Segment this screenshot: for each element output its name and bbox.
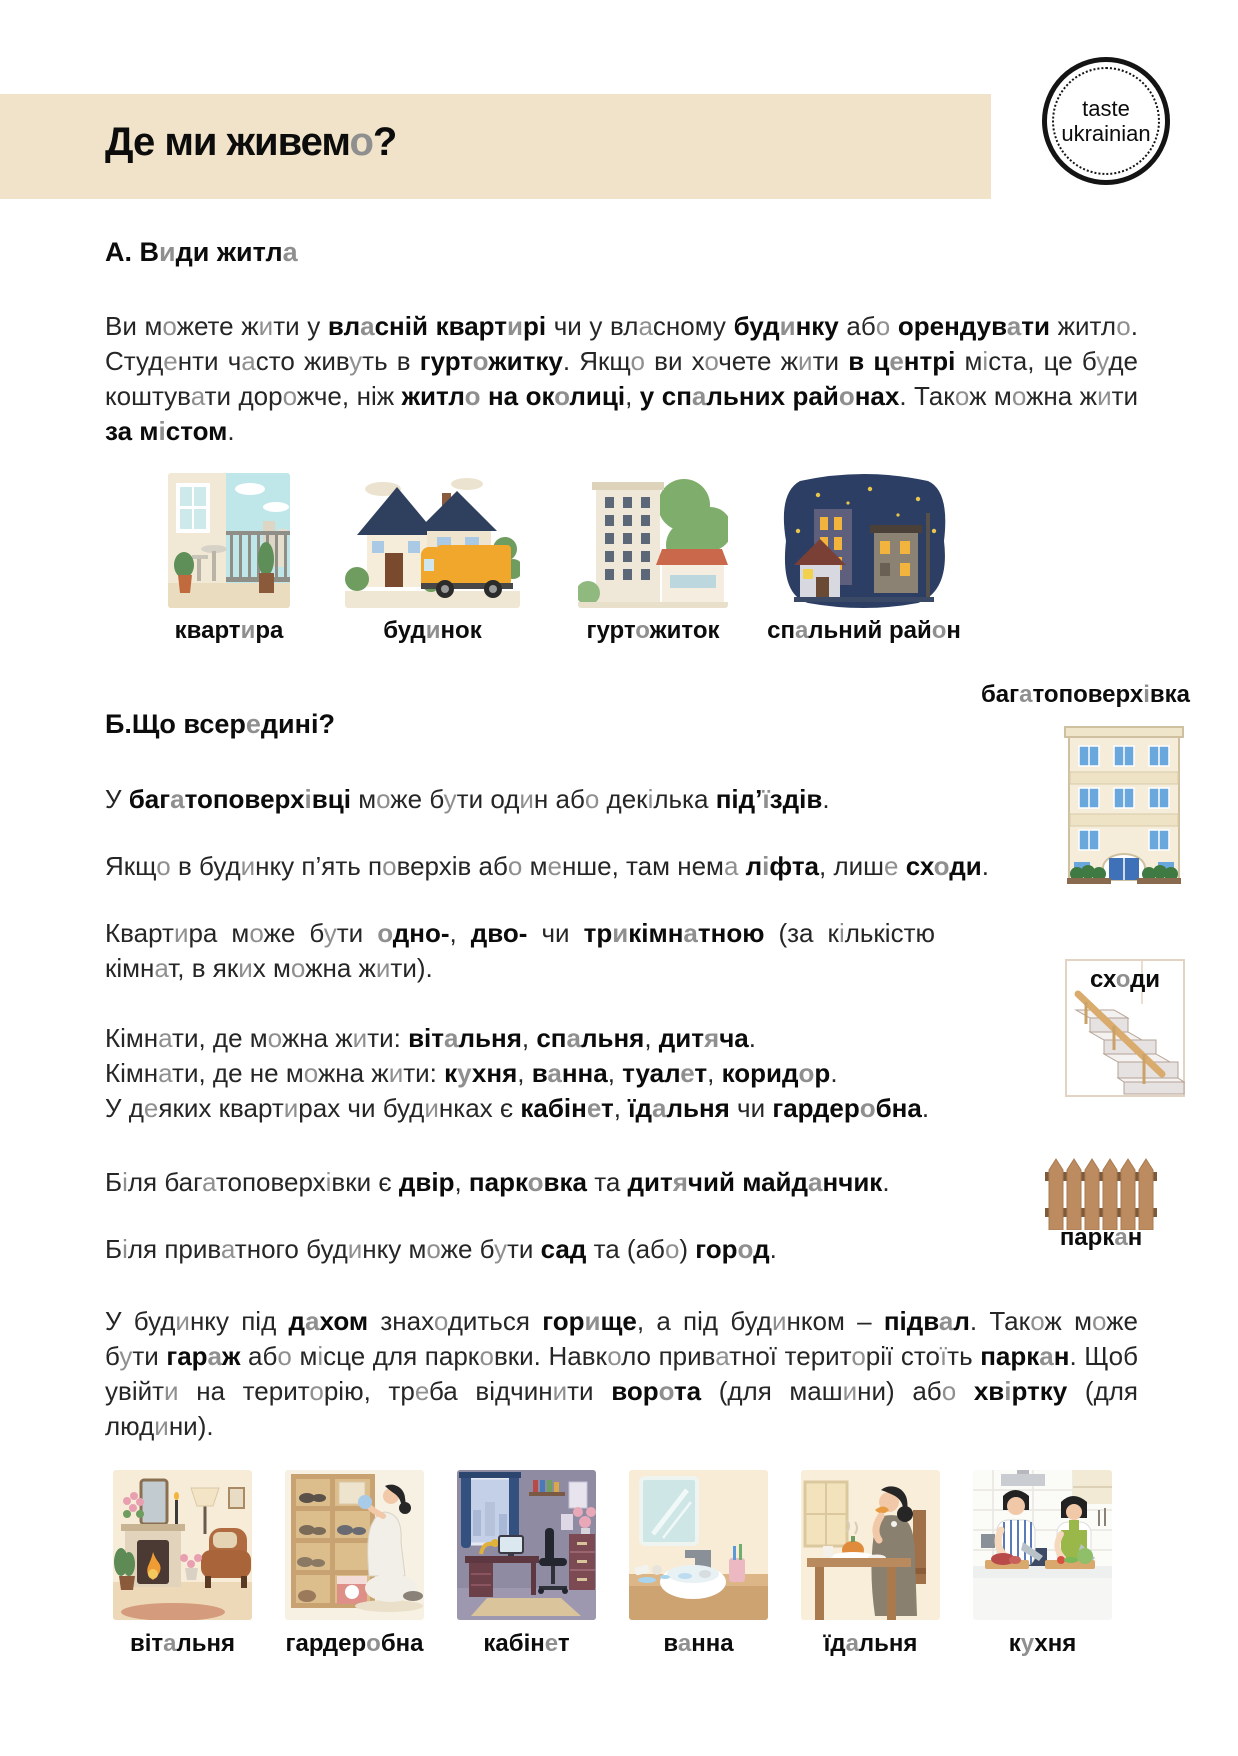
- figure-kitchen: [973, 1470, 1112, 1657]
- header-bar: [0, 94, 991, 199]
- house-illustration: [345, 473, 520, 608]
- rooms-line-living: Кімнати, де можна жити: вітальня, спальня, дитяча.: [105, 1023, 756, 1053]
- figure-caption: гуртожиток: [586, 617, 720, 644]
- figure-wardrobe-room: [285, 1470, 424, 1657]
- dining-room-illustration: [801, 1470, 940, 1620]
- living-room-illustration: [113, 1470, 252, 1620]
- paragraph-attic-basement: У будинку під дахом знаходиться горище, а під будинком – підвал. Також може бути гараж або місце для парковки. Навколо приватної території стоїть паркан. Щоб увійти на територію, треба відчинити ворота (для машини) або хвіртку (для людини).: [105, 1306, 1139, 1441]
- figure-caption: їдальня: [823, 1630, 918, 1657]
- figure-caption: гардеробна: [285, 1630, 424, 1657]
- paragraph-garden: Біля приватного будинку може бути сад та (або) город.: [105, 1234, 777, 1264]
- multistory-building-illustration: [1061, 722, 1187, 884]
- paragraph-rooms-list: [105, 1021, 929, 1126]
- fence-illustration: [1045, 1156, 1157, 1230]
- figure-dining-room: [801, 1470, 940, 1657]
- section-a-heading: А. Види житла: [105, 237, 298, 267]
- kitchen-illustration: [973, 1470, 1112, 1620]
- paragraph-rooms-count: Квартира може бути одно-, дво- чи трикімнатною (за кількістю кімнат, в яких можна жити).: [105, 918, 935, 983]
- fence-label: паркан: [1059, 1224, 1143, 1251]
- figure-dormitory: [578, 473, 728, 644]
- figure-caption: спальний район: [767, 617, 961, 644]
- bathroom-illustration: [629, 1470, 768, 1620]
- figure-office-room: [457, 1470, 596, 1657]
- stairs-label: сходи: [1089, 966, 1161, 993]
- section-a-paragraph: Ви можете жити у власній квартирі чи у власному будинку або орендувати житло. Студенти часто живуть в гуртожитку. Якщо ви хочете жити в центрі міста, це буде коштувати дорожче, ніж житло на околиці, у спальних районах. Також можна жити за містом.: [105, 311, 1139, 446]
- logo-line2: ukrainian: [1061, 121, 1151, 146]
- residential-district-illustration: [778, 473, 950, 608]
- rooms-line-extra: У деяких квартирах чи будинках є кабінет, їдальня чи гардеробна.: [105, 1093, 930, 1123]
- figure-caption: кухня: [1008, 1630, 1077, 1657]
- figure-living-room: [113, 1470, 252, 1657]
- page-title: Де ми живемо?: [105, 120, 397, 164]
- office-room-illustration: [457, 1470, 596, 1620]
- rooms-line-nonliving: Кімнати, де не можна жити: кухня, ванна, туалет, коридор.: [105, 1058, 838, 1088]
- multistory-building-label: багатоповерхівка: [980, 681, 1190, 708]
- paragraph-yard: Біля багатоповерхівки є двір, парковка та дитячий майданчик.: [105, 1167, 890, 1197]
- paragraph-lift-stairs: Якщо в будинку п’ять поверхів або менше, там нема ліфта, лише сходи.: [105, 851, 989, 881]
- paragraph-entrances: У багатоповерхівці може бути один або декілька під’їздів.: [105, 784, 830, 814]
- apartment-illustration: [168, 473, 290, 608]
- figure-caption: квартира: [174, 617, 284, 644]
- figure-caption: будинок: [383, 617, 482, 644]
- figure-caption: кабінет: [483, 1630, 570, 1657]
- figure-house: [345, 473, 520, 644]
- taste-ukrainian-logo: [1042, 57, 1170, 185]
- figure-bathroom: [629, 1470, 768, 1657]
- figure-residential-district: [767, 473, 961, 644]
- figure-caption: ванна: [663, 1630, 734, 1657]
- section-b-heading: Б.Що всередині?: [105, 709, 335, 739]
- wardrobe-room-illustration: [285, 1470, 424, 1620]
- figure-apartment: [168, 473, 290, 644]
- dormitory-illustration: [578, 473, 728, 608]
- logo-line1: taste: [1082, 96, 1130, 121]
- figure-caption: вітальня: [129, 1630, 236, 1657]
- logo-text: [1052, 67, 1160, 175]
